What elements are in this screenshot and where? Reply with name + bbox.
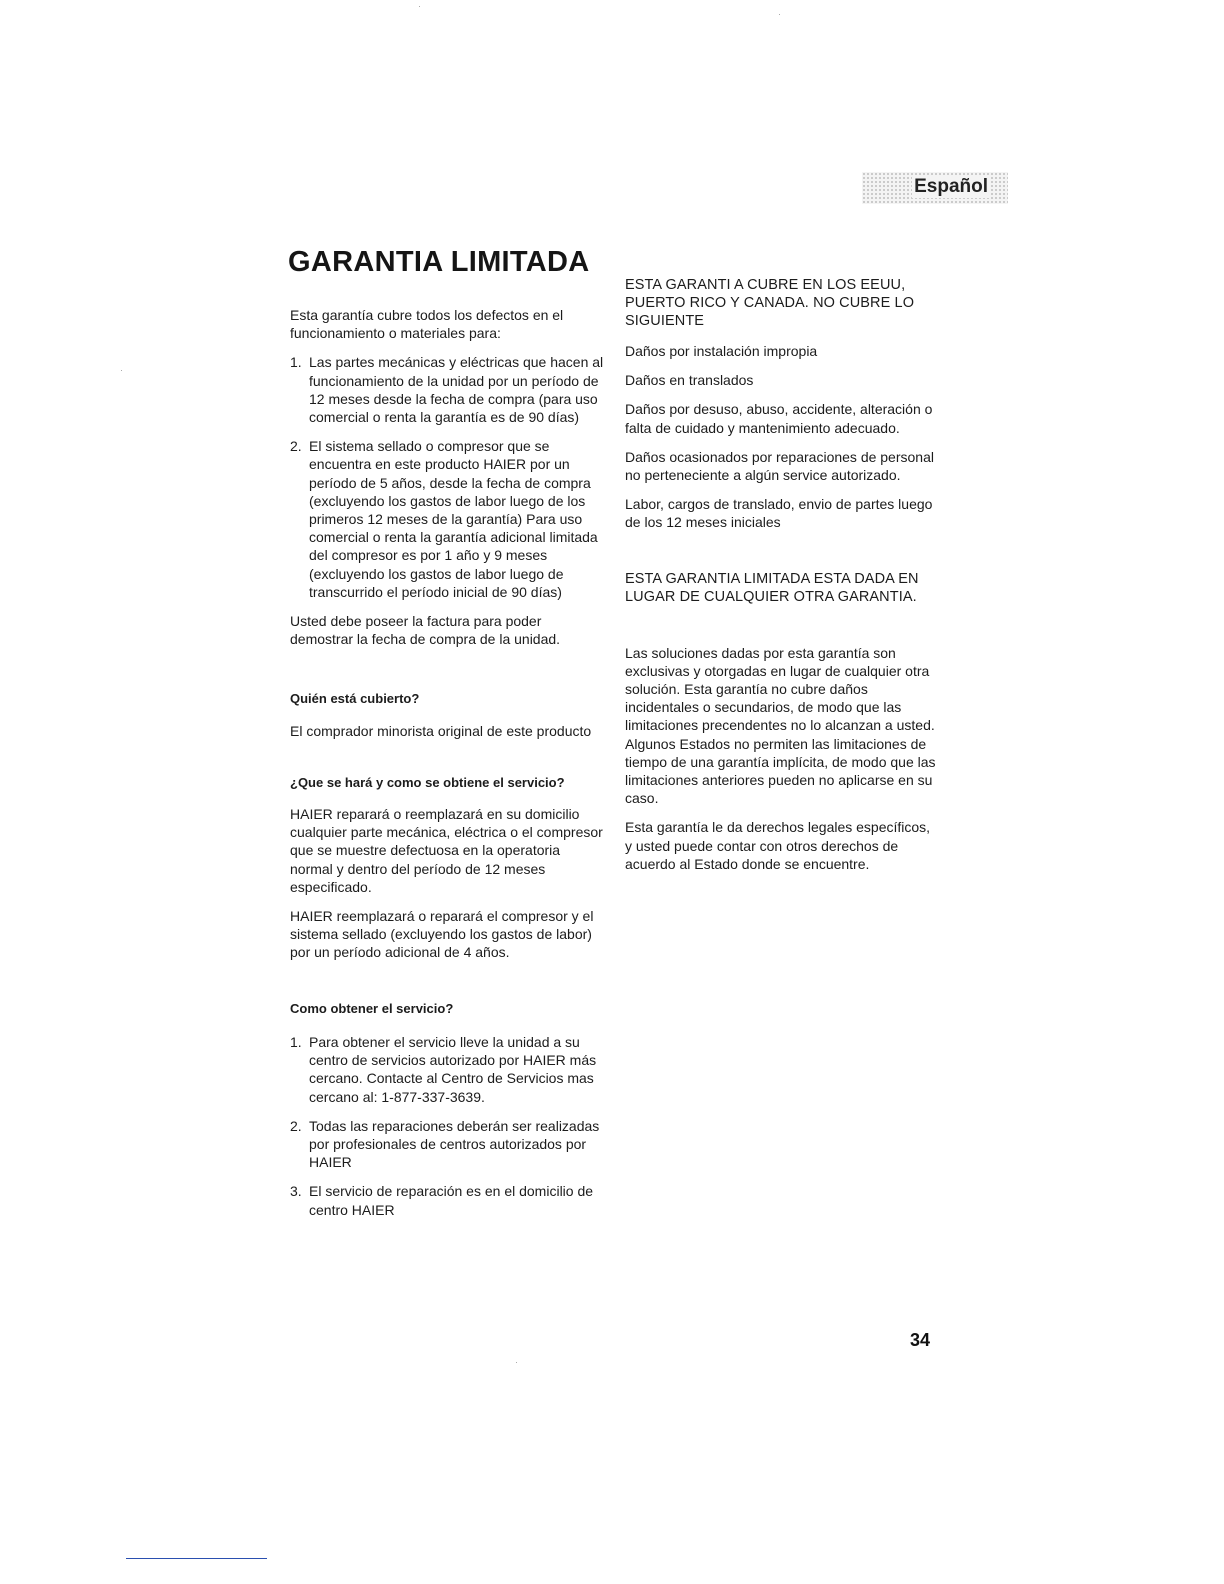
page-title: GARANTIA LIMITADA (288, 246, 590, 278)
list-number: 3. (290, 1183, 302, 1200)
list-number: 1. (290, 1033, 302, 1050)
scan-speck (516, 1362, 517, 1363)
left-column (290, 306, 605, 1230)
what-text-1: HAIER reparará o reemplazará en su domicilio cualquier parte mecánica, eléctrica o el compresor que se muestre defectuosa en la operatoria normal y dentro del período de 12 meses especificado. (290, 806, 603, 895)
how-list (290, 1033, 605, 1219)
list-text: El sistema sellado o compresor que se encuentra en este producto HAIER por un período de 5 años, desde la fecha de compra (excluyendo los gastos de labor luego de los primeros 12 meses de la garantía) Para uso comercial o renta la garantía adicional limitada del compresor es por 1 año y 9 meses (excluyendo los gastos de labor luego de transcurrido el período inicial de 90 días) (309, 438, 598, 600)
scan-speck (121, 370, 122, 371)
solutions-text: Las soluciones dadas por esta garantía son exclusivas y otorgadas en lugar de cualquier otra solución. Esta garantía no cubre daños incidentales o secundarios, de modo que las limitaciones precendentes no lo alcanzan a usted. Algunos Estados no permiten las limitaciones de tiempo de una garantía implícita, de modo que las limitaciones anteriores pueden no aplicarse en su caso. (625, 644, 936, 807)
list-text: Para obtener el servicio lleve la unidad a su centro de servicios autorizado por HAIER más cercano. Contacte al Centro de Servicios mas cercano al: 1-877-337-3639. (309, 1033, 597, 1105)
coverage-list (290, 353, 605, 601)
list-item (290, 1033, 605, 1106)
list-item (290, 1117, 605, 1172)
replacement-heading: ESTA GARANTIA LIMITADA ESTA DADA EN LUGAR DE CUALQUIER OTRA GARANTIA. (625, 570, 919, 605)
list-number: 2. (290, 1117, 302, 1134)
what-heading: ¿Que se hará y como se obtiene el servicio? (290, 774, 565, 790)
scan-speck (779, 14, 780, 15)
rights-text: Esta garantía le da derechos legales específicos, y usted puede contar con otros derechos de acuerdo al Estado donde se encuentre. (625, 819, 931, 872)
list-text: Todas las reparaciones deberán ser realizadas por profesionales de centros autorizados por HAIER (309, 1117, 600, 1171)
list-text: Las partes mecánicas y eléctricas que hacen al funcionamiento de la unidad por un período de 12 meses desde la fecha de compra (para uso comercial o renta la garantía es de 90 días) (309, 354, 604, 426)
who-heading: Quién está cubierto? (290, 691, 420, 707)
list-item (290, 1182, 605, 1218)
invoice-note: Usted debe poseer la factura para poder demostrar la fecha de compra de la unidad. (290, 613, 561, 648)
exclusion-item: Daños en translados (625, 372, 754, 389)
list-item (290, 437, 605, 601)
right-column (625, 276, 940, 873)
how-heading: Como obtener el servicio? (290, 1000, 454, 1016)
exclusion-item: Daños por instalación impropia (625, 343, 818, 359)
intro-text: Esta garantía cubre todos los defectos en el funcionamiento o materiales para: (290, 307, 564, 342)
language-tab (862, 172, 1008, 204)
list-text: El servicio de reparación es en el domicilio de centro HAIER (309, 1183, 594, 1218)
exclusion-item: Daños por desuso, abuso, accidente, alteración o falta de cuidado y mantenimiento adecuado. (625, 401, 933, 436)
exclusion-item: Labor, cargos de translado, envio de partes luego de los 12 meses iniciales (625, 496, 933, 531)
bottom-rule (126, 1558, 267, 1559)
page-number: 34 (910, 1330, 931, 1350)
exclusions-heading: ESTA GARANTI A CUBRE EN LOS EEUU, PUERTO RICO Y CANADA. NO CUBRE LO SIGUIENTE (625, 277, 915, 329)
scan-speck (419, 6, 420, 7)
exclusion-item: Daños ocasionados por reparaciones de personal no perteneciente a algún service autorizado. (625, 448, 934, 484)
list-number: 1. (290, 354, 302, 371)
list-item (290, 353, 605, 426)
list-number: 2. (290, 438, 302, 455)
language-label: Español (914, 176, 988, 197)
who-text: El comprador minorista original de este producto (290, 722, 592, 739)
what-text-2: HAIER reemplazará o reparará el compresor y el sistema sellado (excluyendo los gastos de labor) por un período adicional de 4 años. (290, 908, 594, 961)
